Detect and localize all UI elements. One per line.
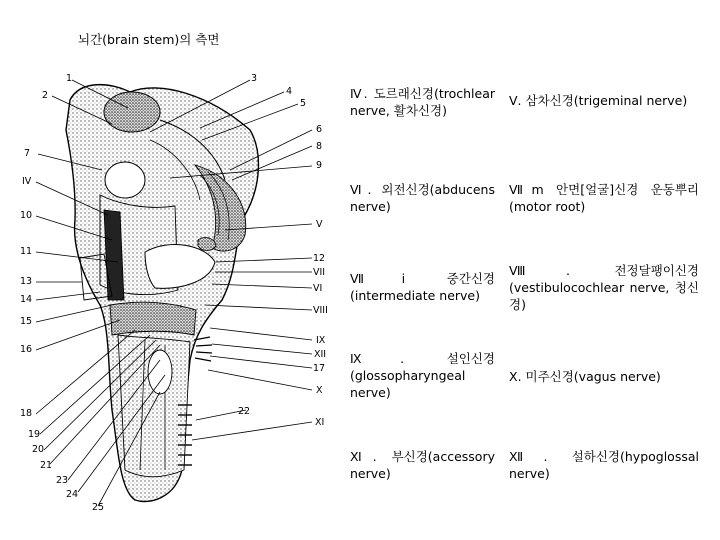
label-roman-v: V (316, 219, 323, 230)
label-11: 11 (20, 246, 33, 257)
label-14: 14 (20, 294, 33, 305)
nerve-viim-text: Ⅶm 안면[얼굴]신경 운동뿌리(motor root) (509, 182, 699, 214)
label-roman-vii: VII (313, 267, 326, 278)
brain-stem-illustration (0, 0, 340, 540)
nerve-viii-vestibulocochlear-text: Ⅷ. 전정달팽이신경(vestibulocochlear nerve, 청신경) (509, 263, 699, 312)
label-19: 19 (28, 429, 41, 440)
nerve-vi-text: Ⅵ. 외전신경(abducens nerve) (350, 182, 495, 214)
label-21: 21 (40, 460, 53, 471)
nerve-x-text: Ⅹ. 미주신경(vagus nerve) (509, 369, 661, 384)
label-2: 2 (42, 90, 49, 101)
nerve-iv-text: Ⅳ. 도르래신경(trochlear nerve, 활차신경) (350, 86, 495, 118)
label-13: 13 (20, 276, 33, 287)
label-1: 1 (66, 73, 73, 84)
label-9: 9 (316, 160, 323, 171)
label-20: 20 (32, 444, 45, 455)
label-24: 24 (66, 489, 79, 500)
nerve-xii-text: Ⅻ. 설하신경(hypoglossal nerve) (509, 449, 699, 481)
label-roman-ix: IX (316, 335, 326, 346)
label-5: 5 (300, 98, 307, 109)
label-roman-xi: XI (315, 417, 325, 428)
label-4: 4 (286, 86, 293, 97)
label-roman-x: X (316, 385, 323, 396)
colliculus-shape (105, 162, 145, 198)
label-roman-viii: VIII (313, 305, 328, 316)
label-6: 6 (316, 124, 323, 135)
pulvinar-shape (104, 92, 160, 132)
label-22: 22 (238, 406, 251, 417)
label-23: 23 (56, 475, 69, 486)
nerve-xi-text: Ⅺ. 부신경(accessory nerve) (350, 449, 495, 481)
nerve-v-text: Ⅴ. 삼차신경(trigeminal nerve) (509, 93, 688, 108)
page-title: 뇌간(brain stem)의 측면 (78, 32, 220, 47)
label-3: 3 (251, 73, 258, 84)
label-18: 18 (20, 408, 33, 419)
label-roman-xii: XII (314, 349, 327, 360)
label-16: 16 (20, 344, 33, 355)
label-12: 12 (313, 253, 326, 264)
label-10: 10 (20, 210, 33, 221)
label-roman-vi: VI (313, 283, 323, 294)
label-15: 15 (20, 316, 33, 327)
label-17: 17 (313, 363, 326, 374)
label-8: 8 (316, 141, 323, 152)
label-7: 7 (24, 148, 31, 159)
label-roman-iv: IV (22, 176, 32, 187)
label-25: 25 (92, 502, 105, 513)
nerve-ix-text: Ⅸ. 설인신경(glossopharyngeal nerve) (350, 351, 495, 400)
nerve-viii-text: Ⅶi 중간신경(intermediate nerve) (350, 271, 495, 303)
